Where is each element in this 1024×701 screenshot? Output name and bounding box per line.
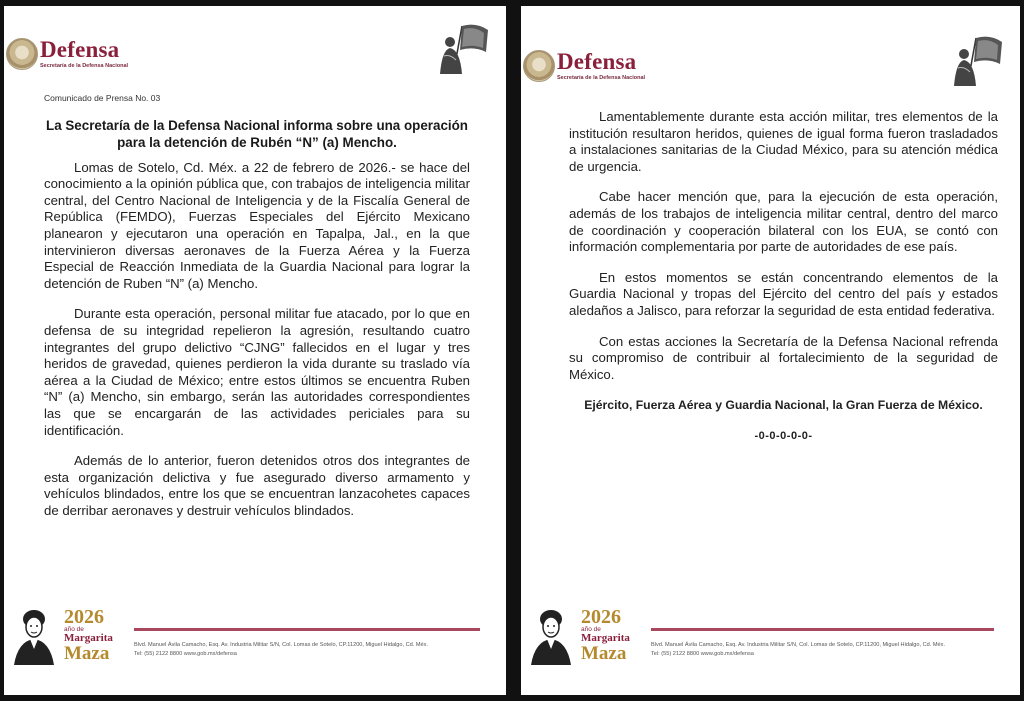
communique-number: Comunicado de Prensa No. 03	[44, 93, 161, 103]
national-seal-icon	[523, 50, 555, 82]
footer-address	[651, 641, 1000, 659]
brand-subtitle: Secretaría de la Defensa Nacional	[40, 63, 129, 69]
brand-name: Defensa	[557, 49, 637, 74]
margarita-maza-portrait-icon	[8, 605, 60, 665]
document-body	[44, 90, 470, 533]
end-mark: -0-0-0-0-0-	[754, 429, 813, 442]
address-line: Blvd. Manuel Ávila Camacho, Esq. Av. Industria Militar S/N, Col. Lomas de Sotelo, CP.11200, Miguel Hidalgo, Cd. Méx.	[134, 642, 429, 648]
address-line: Blvd. Manuel Ávila Camacho, Esq. Av. Industria Militar S/N, Col. Lomas de Sotelo, CP.11200, Miguel Hidalgo, Cd. Méx.	[651, 642, 946, 648]
page-header	[521, 46, 1020, 106]
page-footer	[521, 605, 1020, 695]
contact-line: Tel: (55) 2122 8800 www.gob.mx/defensa	[134, 651, 237, 657]
year-subtitle: año de	[581, 625, 601, 633]
page-header	[4, 34, 506, 94]
year-logo	[581, 607, 643, 664]
document-body	[569, 109, 998, 445]
paragraph: Cabe hacer mención que, para la ejecución de esta operación, además de los trabajos de inteligencia militar central, dentro del marco de coordinación y cooperación bilateral con los EUA, se contó con información complementaria por parte de autoridades de ese país.	[569, 189, 998, 255]
brand-name: Defensa	[40, 37, 120, 62]
national-seal-icon	[6, 38, 38, 70]
brand-subtitle: Secretaría de la Defensa Nacional	[557, 75, 646, 81]
year-number: 2026	[581, 605, 621, 628]
flag-bearer-icon	[946, 32, 1006, 88]
paragraph: Lamentablemente durante esta acción militar, tres elementos de la institución resultaron heridos, quienes de igual forma fueron trasladados a instalaciones sanitarias de la Ciudad México, para su atención médica de urgencia.	[569, 109, 998, 174]
year-logo	[64, 607, 126, 664]
defensa-logo	[557, 50, 645, 81]
page-footer	[4, 605, 506, 695]
footer-address	[134, 641, 486, 659]
paragraph: Con estas acciones la Secretaría de la Defensa Nacional refrenda su compromiso de contribuir al fortalecimiento de la seguridad de México.	[569, 333, 998, 382]
margarita-maza-portrait-icon	[525, 605, 577, 665]
press-release-page-1	[4, 6, 506, 695]
paragraph: Durante esta operación, personal militar fue atacado, por lo que en defensa de su integridad repelieron la agresión, resultando cuatro integrantes del grupo delictivo “CJNG” fallecidos en el lugar y tres heridos de gravedad, quienes perdieron la vida durante su traslado vía aérea a la Ciudad de México; entre estos últimos se encuentra Ruben “N” (a) Mencho, sin embargo, serán las autoridades correspondientes las que se encargarán de las actividades periciales para su identificación.	[44, 306, 470, 438]
paragraph: En estos momentos se están concentrando elementos de la Guardia Nacional y tropas del Ejército del centro del país y estados aledaños a Jalisco, para reforzar la seguridad de esta entidad federativa.	[569, 269, 998, 318]
defensa-logo	[40, 38, 128, 69]
contact-line: Tel: (55) 2122 8800 www.gob.mx/defensa	[651, 651, 754, 657]
institutional-slogan: Ejército, Fuerza Aérea y Guardia Nacional, la Gran Fuerza de México.	[584, 398, 983, 413]
paragraph: Además de lo anterior, fueron detenidos otros dos integrantes de esta organización delictiva y fue asegurado diverso armamento y vehículos blindados, entre los que se encuentran lanzacohetes capaces de derribar aeronaves y destruir vehículos blindados.	[44, 453, 470, 518]
year-number: 2026	[64, 605, 104, 628]
year-surname: Maza	[64, 643, 110, 664]
document-title: La Secretaría de la Defensa Nacional informa sobre una operación para la detención de Rubén “N” (a) Mencho.	[46, 117, 468, 150]
year-surname: Maza	[581, 643, 627, 664]
flag-bearer-icon	[432, 20, 492, 76]
footer-rule	[651, 628, 994, 631]
footer-rule	[134, 628, 480, 631]
press-release-page-2	[521, 6, 1020, 695]
paragraph: Lomas de Sotelo, Cd. Méx. a 22 de febrero de 2026.- se hace del conocimiento a la opinión pública que, con trabajos de inteligencia militar central, del Centro Nacional de Inteligencia y de la Fiscalía General de República (FEMDO), Fuerzas Especiales del Ejército Mexicano planearon y ejecutaron una operación en Tapalpa, Jal., en la que intervinieron diversas aeronaves de la Fuerza Aérea y la Fuerza Especial de Reacción Inmediata de la Guardia Nacional para lograr la detención de Ruben “N” (a) Mencho.	[44, 159, 470, 291]
year-name: Margarita	[581, 632, 630, 644]
year-name: Margarita	[64, 632, 113, 644]
year-subtitle: año de	[64, 625, 84, 633]
